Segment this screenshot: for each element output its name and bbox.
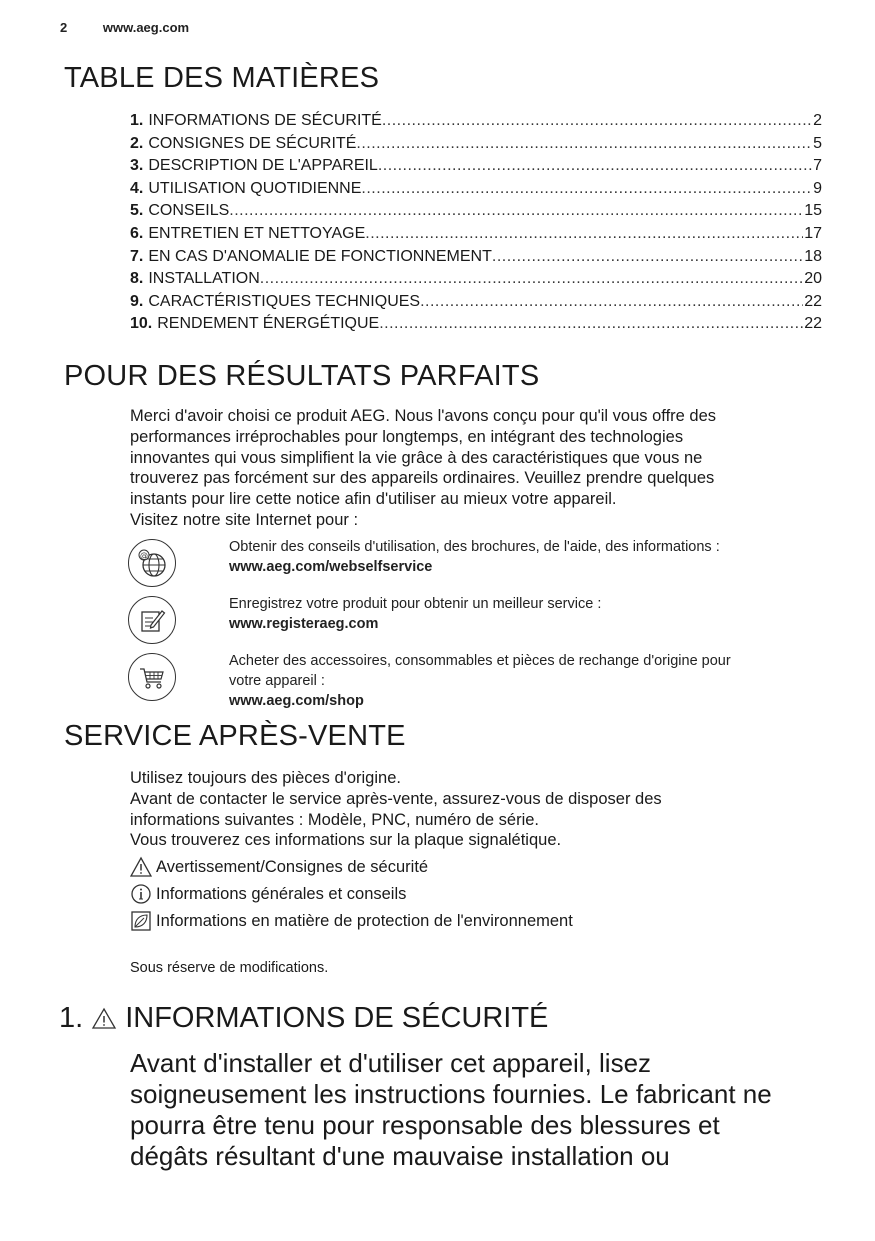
- text-line: Utilisez toujours des pièces d'origine.: [130, 769, 401, 787]
- toc-item-page: 22: [804, 315, 822, 333]
- toc-item-label: EN CAS D'ANOMALIE DE FONCTIONNEMENT: [148, 247, 492, 265]
- toc-item-number: 6.: [130, 224, 144, 242]
- toc-item-page: 20: [804, 270, 822, 288]
- page-header: [60, 20, 189, 35]
- warning-triangle-icon: [130, 856, 152, 878]
- toc-item-number: 9.: [130, 292, 144, 310]
- toc-item-label: CONSEILS: [148, 202, 230, 220]
- toc-item[interactable]: [130, 133, 822, 156]
- toc-item[interactable]: [130, 200, 822, 223]
- svg-text:@: @: [140, 551, 148, 560]
- toc-item-page: 17: [804, 224, 822, 242]
- text-line: Merci d'avoir choisi ce produit AEG. Nous l'avons conçu pour qu'il vous offre des: [130, 407, 717, 425]
- legend-environment: [130, 910, 573, 932]
- modification-note: Sous réserve de modifications.: [130, 960, 329, 976]
- legend-info: [130, 883, 406, 905]
- register-pen-icon: [128, 596, 176, 644]
- toc-item[interactable]: [130, 155, 822, 178]
- toc-item-label: INSTALLATION: [148, 270, 260, 288]
- text-line: Enregistrez votre produit pour obtenir un meilleur service :: [229, 596, 602, 612]
- results-paragraph: [130, 406, 830, 531]
- toc-item-number: 5.: [130, 202, 144, 220]
- shop-link[interactable]: www.aeg.com/shop: [229, 693, 364, 709]
- text-line: Avant de contacter le service après-vente, assurez-vous de disposer des: [130, 789, 662, 808]
- warning-triangle-icon: [91, 1007, 117, 1031]
- text-line: informations suivantes : Modèle, PNC, numéro de série.: [130, 810, 540, 829]
- toc-item-page: 9: [813, 179, 822, 197]
- toc-item-page: 7: [813, 157, 822, 175]
- text-line: pourra être tenu pour responsable des blessures et: [130, 1110, 720, 1140]
- toc-item[interactable]: [130, 246, 822, 269]
- toc-leader: [378, 155, 812, 178]
- toc-title: TABLE DES MATIÈRES: [64, 62, 380, 94]
- text-line: dégâts résultant d'une mauvaise installation ou: [130, 1141, 670, 1171]
- text-line: Visitez notre site Internet pour :: [130, 510, 359, 529]
- toc-item-number: 10.: [130, 315, 153, 333]
- environment-leaf-icon: [130, 910, 152, 932]
- text-line: performances irréprochables pour longtemps, en intégrant des technologies: [130, 427, 684, 446]
- toc-item-number: 7.: [130, 247, 144, 265]
- legend-label: Informations en matière de protection de l'environnement: [156, 911, 573, 930]
- toc-item-number: 2.: [130, 134, 144, 152]
- info-icon: [130, 883, 152, 905]
- header-site-link[interactable]: www.aeg.com: [102, 20, 190, 35]
- results-title: POUR DES RÉSULTATS PARFAITS: [64, 360, 540, 392]
- text-line: Acheter des accessoires, consommables et pièces de rechange d'origine pour: [229, 653, 731, 669]
- text-line: soigneusement les instructions fournies. Le fabricant ne: [130, 1079, 772, 1109]
- toc-item-page: 2: [813, 112, 822, 129]
- section-number: 1.: [59, 1002, 84, 1034]
- legend-label: Informations générales et conseils: [156, 884, 407, 903]
- toc-item-label: UTILISATION QUOTIDIENNE: [148, 179, 362, 197]
- toc-leader: [356, 133, 812, 156]
- toc-leader: [260, 268, 803, 291]
- toc-item-number: 3.: [130, 157, 144, 175]
- toc-item-number: 8.: [130, 270, 144, 288]
- toc-item-label: DESCRIPTION DE L'APPAREIL: [148, 157, 378, 175]
- toc-item-page: 18: [804, 247, 822, 265]
- toc-leader: [492, 246, 803, 269]
- service-paragraph: [130, 768, 830, 851]
- service-title: SERVICE APRÈS-VENTE: [64, 720, 406, 752]
- toc-item-label: CONSIGNES DE SÉCURITÉ: [148, 134, 357, 152]
- page-number: 2: [60, 20, 68, 35]
- text-line: instants pour lire cette notice afin d'utiliser au mieux votre appareil.: [130, 490, 617, 509]
- registeraeg-link[interactable]: www.registeraeg.com: [229, 616, 379, 632]
- toc-leader: [382, 110, 812, 133]
- toc-item-label: ENTRETIEN ET NETTOYAGE: [148, 224, 366, 242]
- web-link-text: [229, 651, 819, 711]
- toc-item[interactable]: [130, 178, 822, 201]
- toc-item-page: 22: [804, 292, 822, 310]
- toc-item[interactable]: [130, 313, 822, 336]
- toc-item-label: CARACTÉRISTIQUES TECHNIQUES: [148, 292, 421, 310]
- text-line: votre appareil :: [229, 673, 325, 689]
- table-of-contents: [130, 110, 822, 336]
- toc-item[interactable]: [130, 291, 822, 314]
- text-line: Avant d'installer et d'utiliser cet appareil, lisez: [130, 1048, 652, 1078]
- web-link-text: [229, 594, 819, 634]
- web-link-text: [229, 537, 819, 577]
- toc-leader: [229, 200, 803, 223]
- toc-item[interactable]: [130, 110, 822, 133]
- section-1-intro: [130, 1048, 772, 1172]
- legend-warning: [130, 856, 428, 878]
- toc-leader: [361, 178, 812, 201]
- text-line: trouverez pas forcément sur des appareils ordinaires. Veuillez prendre quelques: [130, 469, 715, 488]
- toc-item-page: 5: [813, 134, 822, 152]
- section-1-heading: [59, 1002, 548, 1035]
- legend-label: Avertissement/Consignes de sécurité: [156, 857, 429, 876]
- web-globe-icon: [128, 539, 176, 587]
- shopping-cart-icon: [128, 653, 176, 701]
- text-line: Obtenir des conseils d'utilisation, des brochures, de l'aide, des informations :: [229, 539, 720, 555]
- section-title: INFORMATIONS DE SÉCURITÉ: [125, 1002, 549, 1034]
- text-line: Vous trouverez ces informations sur la plaque signalétique.: [130, 831, 562, 850]
- webselfservice-link[interactable]: www.aeg.com/webselfservice: [229, 559, 433, 575]
- toc-item-page: 15: [804, 202, 822, 220]
- toc-item-number: 4.: [130, 179, 144, 197]
- toc-leader: [420, 291, 803, 314]
- toc-leader: [365, 223, 803, 246]
- toc-item[interactable]: [130, 268, 822, 291]
- toc-item-label: RENDEMENT ÉNERGÉTIQUE: [157, 315, 380, 333]
- toc-item-number: 1.: [130, 112, 144, 129]
- toc-item-label: INFORMATIONS DE SÉCURITÉ: [148, 112, 382, 129]
- text-line: innovantes qui vous simplifient la vie grâce à des caractéristiques que vous ne: [130, 448, 703, 467]
- toc-item[interactable]: [130, 223, 822, 246]
- toc-leader: [379, 313, 803, 336]
